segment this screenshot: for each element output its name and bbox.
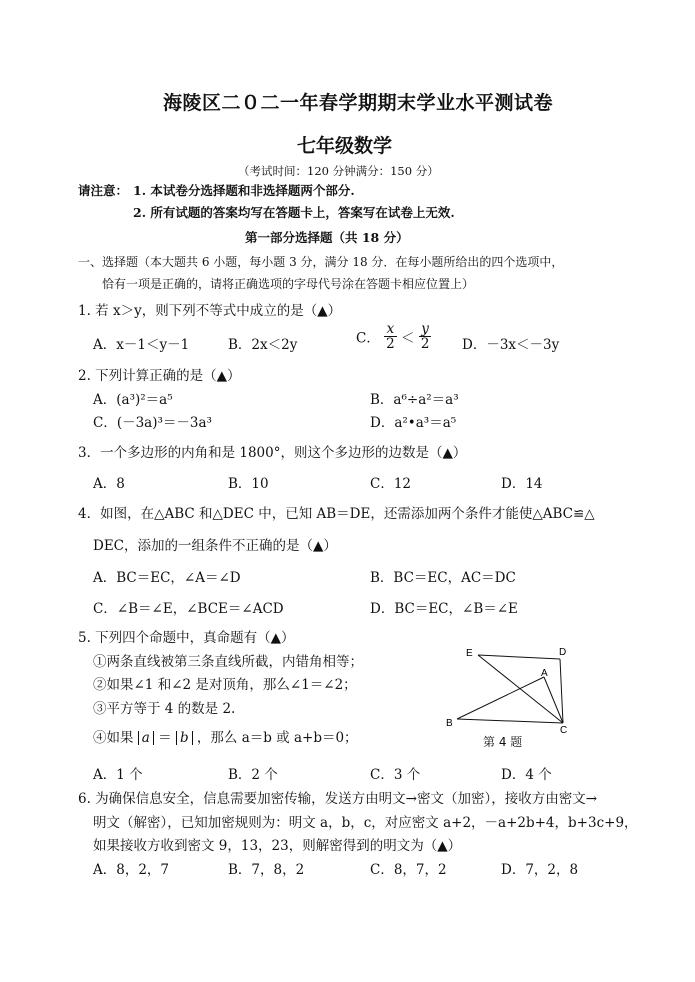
part1-intro-1: 一、选择题（本大题共 6 小题，每小题 3 分，满分 18 分．在每小题所给出的四个选项中， [78,255,564,269]
q1-option-a: A．x－1＜y－1 [93,337,190,353]
q1-option-b: B．2x＜2y [228,337,298,353]
q5-p4-eq: ＝ [158,730,172,746]
segment-ed [478,655,560,659]
q5-proposition-2: ②如果∠1 和∠2 是对顶角，那么∠1＝∠2； [93,677,357,693]
q1-frac-2 [419,322,432,351]
q4-stem-1: 4．如图，在△ABC 和△DEC 中，已知 AB＝DE，还需添加两个条件才能使△ABC≌△ [78,506,595,522]
q4-option-a: A．BC＝EC，∠A＝∠D [93,570,241,586]
q4-option-c: C．∠B＝∠E，∠BCE＝∠ACD [93,601,284,617]
q5-option-a: A．1 个 [93,767,143,783]
q6-option-d: D．7，2，8 [501,862,579,878]
q1-option-c [356,322,431,351]
q1-frac-2-num: y [419,322,432,337]
q5-proposition-4 [93,726,358,746]
q6-option-a: A．8，2，7 [93,862,170,878]
q4-stem-2: DEC，添加的一组条件不正确的是（▲） [93,538,337,554]
notice-line-1: 1. 本试卷分选择题和非选择题两个部分. [133,183,355,198]
q1-stem: 1. 若 x＞y，则下列不等式中成立的是（▲） [78,303,342,319]
q5-p4-prefix: ④如果 [93,730,134,746]
q1-frac-1 [384,322,397,351]
exam-title: 海陵区二０二一年春学期期末学业水平测试卷 [163,92,554,114]
q1-option-c-label: C． [356,330,380,347]
point-label-a: A [541,668,548,679]
q2-option-b: B．a⁶÷a²＝a³ [370,392,459,408]
notice-line-2: 2. 所有试题的答案均写在答题卡上，答案写在试卷上无效. [133,205,455,220]
q5-option-c: C．3 个 [370,767,421,783]
q3-option-a: A．8 [93,476,125,492]
subject-title: 七年级数学 [297,135,393,157]
q5-option-d: D．4 个 [501,767,552,783]
part1-heading: 第一部分选择题（共 18 分） [245,230,409,245]
q5-option-b: B．2 个 [228,767,278,783]
q1-option-d: D．－3x＜－3y [462,337,560,353]
q2-option-a: A．(a³)²＝a⁵ [93,392,173,408]
q6-line-1: 6. 为确保信息安全，信息需要加密传输，发送方由明文→密文（加密），接收方由密文→ [78,791,598,807]
segment-ac [544,677,563,723]
q5-abs-a: a [138,731,154,745]
q4-option-b: B．BC＝EC，AC＝DC [370,570,516,586]
point-label-e: E [466,648,473,659]
q3-option-c: C．12 [370,476,412,492]
q5-stem: 5. 下列四个命题中，真命题有（▲） [78,630,295,646]
q1-frac-2-den: 2 [420,336,430,352]
q5-p4-suffix: ，那么 a＝b 或 a+b＝0； [196,730,358,746]
q5-abs-b: b [176,731,193,745]
q6-option-b: B．7，8，2 [228,862,305,878]
segment-dc [560,659,563,723]
part1-intro-2: 恰有一项是正确的，请将正确选项的字母代号涂在答题卡相应位置上） [102,277,475,291]
q1-frac-1-num: x [384,322,397,337]
exam-info: （考试时间：120 分钟满分：150 分） [238,164,439,178]
q1-option-c-rel: ＜ [401,330,415,347]
q3-option-d: D．14 [501,476,543,492]
q4-option-d: D．BC＝EC，∠B＝∠E [370,601,518,617]
q5-proposition-3: ③平方等于 4 的数是 2. [93,701,236,717]
figure-caption: 第 4 题 [483,735,523,749]
q2-stem: 2. 下列计算正确的是（▲） [78,368,241,384]
segment-ec [478,655,563,723]
q3-option-b: B．10 [228,476,269,492]
q2-option-c: C．(－3a)³＝－3a³ [93,415,212,431]
q5-proposition-1: ①两条直线被第三条直线所截，内错角相等； [93,654,363,670]
point-label-d: D [559,647,567,658]
q6-line-3: 如果接收方收到密文 9，13，23，则解密得到的明文为（▲） [93,838,462,854]
point-label-c: C [560,725,568,736]
segment-bc [457,719,563,723]
point-label-b: B [446,718,453,729]
q6-option-c: C．8，7，2 [370,862,447,878]
q2-option-d: D．a²•a³＝a⁵ [370,415,457,431]
q3-stem: 3．一个多边形的内角和是 1800°，则这个多边形的边数是（▲） [78,445,467,461]
q6-line-2: 明文（解密），已知加密规则为：明文 a，b，c，对应密文 a+2，－a+2b+4，b+3c+9， [93,815,638,831]
q1-frac-1-den: 2 [386,336,395,352]
notice-label: 请注意： [78,183,129,198]
